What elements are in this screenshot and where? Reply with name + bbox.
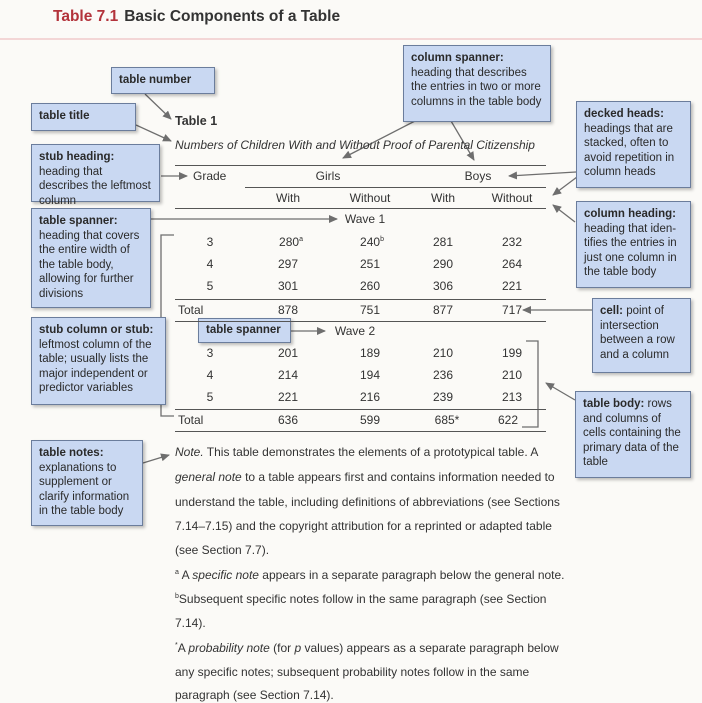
callout-desc: heading that covers the entire width of the table body, allowing for further divisions (39, 229, 140, 300)
general-note-line: understand the table, including definitions of abbreviations (see Sections (175, 495, 560, 509)
figure-title-text: Basic Components of a Table (124, 8, 341, 25)
cell: 297 (277, 257, 299, 271)
cell: 221 (501, 279, 523, 293)
cell: 301 (277, 279, 299, 293)
callout-table-title (31, 103, 136, 131)
probability-note: *A probability note (for p values) appears as a separate paragraph below (175, 641, 559, 655)
callout-table-notes (31, 440, 143, 526)
footnote-mark: b (175, 593, 179, 600)
table-spanner-wave-1: Wave 1 (344, 212, 386, 226)
cell: 240$^b$ (360, 235, 384, 249)
probability-note-cont: paragraph (see Section 7.14). (175, 688, 334, 702)
callout-column-spanner (403, 45, 551, 122)
cell: 877 (432, 303, 454, 317)
callout-table-spanner (31, 208, 151, 308)
table-title: Numbers of Children With and Without Proof of Parental Citizenship (175, 138, 535, 152)
cell: 636 (277, 413, 299, 427)
arrow-table-title (136, 125, 171, 141)
footnote-mark: a (299, 236, 303, 243)
callout-desc: rows and columns of cells containing the primary data of the table (583, 398, 681, 468)
stub-cell: 4 (206, 368, 214, 382)
specific-note-b-cont: 7.14). (175, 616, 206, 630)
cell: 281 (432, 235, 454, 249)
cell: 216 (359, 390, 381, 404)
cell: 232 (501, 235, 523, 249)
callout-stub-column (31, 317, 166, 405)
stub-cell-total: Total (178, 303, 204, 317)
cell: 685* (434, 413, 460, 427)
callout-desc: heading that describes the entries in two or more columns in the table body (411, 66, 542, 108)
callout-column-heading (576, 201, 691, 288)
callout-term: table number (119, 74, 192, 86)
head-bottom-rule (175, 208, 546, 209)
cell: 290 (432, 257, 454, 271)
callout-desc: leftmost column of the table; usually lists the major independent or predictor variables (39, 338, 152, 394)
callout-desc: explanations to supplement or clarify information in the table body (39, 461, 130, 517)
callout-term: table title (39, 110, 90, 122)
stub-heading: Grade (193, 169, 227, 183)
footnote-mark: b (380, 236, 384, 243)
general-note-line: Note. This table demonstrates the elements of a prototypical table. A (175, 445, 539, 459)
stub-cell: 5 (206, 279, 214, 293)
callout-cell (592, 298, 691, 373)
callout-desc: headings that are stacked, often to avoid repetition in column heads (584, 122, 675, 178)
total-bottom-rule (175, 321, 546, 322)
cell: 599 (359, 413, 381, 427)
callout-term: table body: (583, 398, 645, 410)
specific-note-b: $^b$Subsequent specific notes follow in the same paragraph (see Section (175, 592, 547, 606)
cell: 199 (501, 346, 523, 360)
general-note-line: 7.14–7.15) and the copyright attribution for a reprinted or adapted table (175, 519, 552, 533)
arrow-table-notes (143, 455, 169, 463)
note-lead: Note. (175, 445, 204, 459)
probability-note-cont: any specific notes; subsequent probability notes follow in the same (175, 665, 530, 679)
arrow-table-number (145, 94, 171, 119)
column-head: Without (491, 191, 533, 205)
cell: 213 (501, 390, 523, 404)
cell: 201 (277, 346, 299, 360)
stub-cell: 3 (206, 235, 214, 249)
callout-term: column heading: (584, 208, 676, 220)
cell: 280$^a$ (279, 235, 303, 249)
table-top-rule (175, 165, 546, 166)
callout-desc: heading that describes the leftmost column (39, 165, 151, 207)
callout-term: table spanner: (39, 215, 118, 227)
cell: 264 (501, 257, 523, 271)
table-spanner-wave-2: Wave 2 (334, 324, 376, 338)
callout-desc: heading that iden-tifies the entries in just one column in the table body (584, 222, 677, 278)
arrow-column-heading (553, 205, 575, 222)
footnote-mark: * (175, 642, 178, 649)
callout-term: decked heads: (584, 108, 664, 120)
cell: 221 (277, 390, 299, 404)
callout-term: table notes: (39, 447, 104, 459)
stub-cell: 5 (206, 390, 214, 404)
cell: 717 (501, 303, 523, 317)
callout-term: stub heading: (39, 151, 115, 163)
cell: 239 (432, 390, 454, 404)
spanner-rule (245, 187, 546, 188)
arrow-table-body (546, 383, 575, 400)
column-spanner-girls: Girls (315, 169, 341, 183)
arrow-decked-heads-cols (553, 177, 577, 195)
stub-cell-total: Total (178, 413, 204, 427)
cell: 210 (432, 346, 454, 360)
cell: 251 (359, 257, 381, 271)
figure-number: Table 7.1 (53, 8, 119, 25)
column-head: With (276, 191, 300, 205)
callout-decked-heads (576, 101, 691, 188)
total-top-rule (175, 299, 546, 300)
column-spanner-boys: Boys (464, 169, 492, 183)
cell: 210 (501, 368, 523, 382)
cell: 194 (359, 368, 381, 382)
cell: 751 (359, 303, 381, 317)
column-head: With (431, 191, 455, 205)
column-head: Without (349, 191, 391, 205)
total-top-rule (175, 409, 546, 410)
callout-stub-heading (31, 144, 160, 207)
callout-term: cell: (600, 305, 624, 317)
table-bottom-rule (175, 431, 546, 432)
cell: 260 (359, 279, 381, 293)
cell: 236 (432, 368, 454, 382)
footnote-mark: a (175, 569, 179, 576)
callout-term: stub column or stub: (39, 324, 154, 336)
callout-term: table spanner (206, 324, 281, 336)
stub-cell: 3 (206, 346, 214, 360)
callout-table-number (111, 67, 215, 94)
table-number: Table 1 (175, 114, 218, 128)
cell: 622 (497, 413, 519, 427)
specific-note-a: $^a$ A specific note appears in a separate paragraph below the general note. (175, 568, 565, 582)
general-note-line: (see Section 7.7). (175, 543, 270, 557)
cell: 878 (277, 303, 299, 317)
cell: 189 (359, 346, 381, 360)
callout-term: column spanner: (411, 52, 504, 64)
cell: 214 (277, 368, 299, 382)
bracket-table-body (522, 341, 538, 427)
stub-cell: 4 (206, 257, 214, 271)
cell: 306 (432, 279, 454, 293)
callout-table-body (575, 391, 691, 478)
callout-desc: point of intersection between a row and a column (600, 305, 675, 361)
general-note-line: general note to a table appears first and contains information needed to (175, 470, 555, 484)
arrow-decked-heads-boys (509, 172, 576, 176)
